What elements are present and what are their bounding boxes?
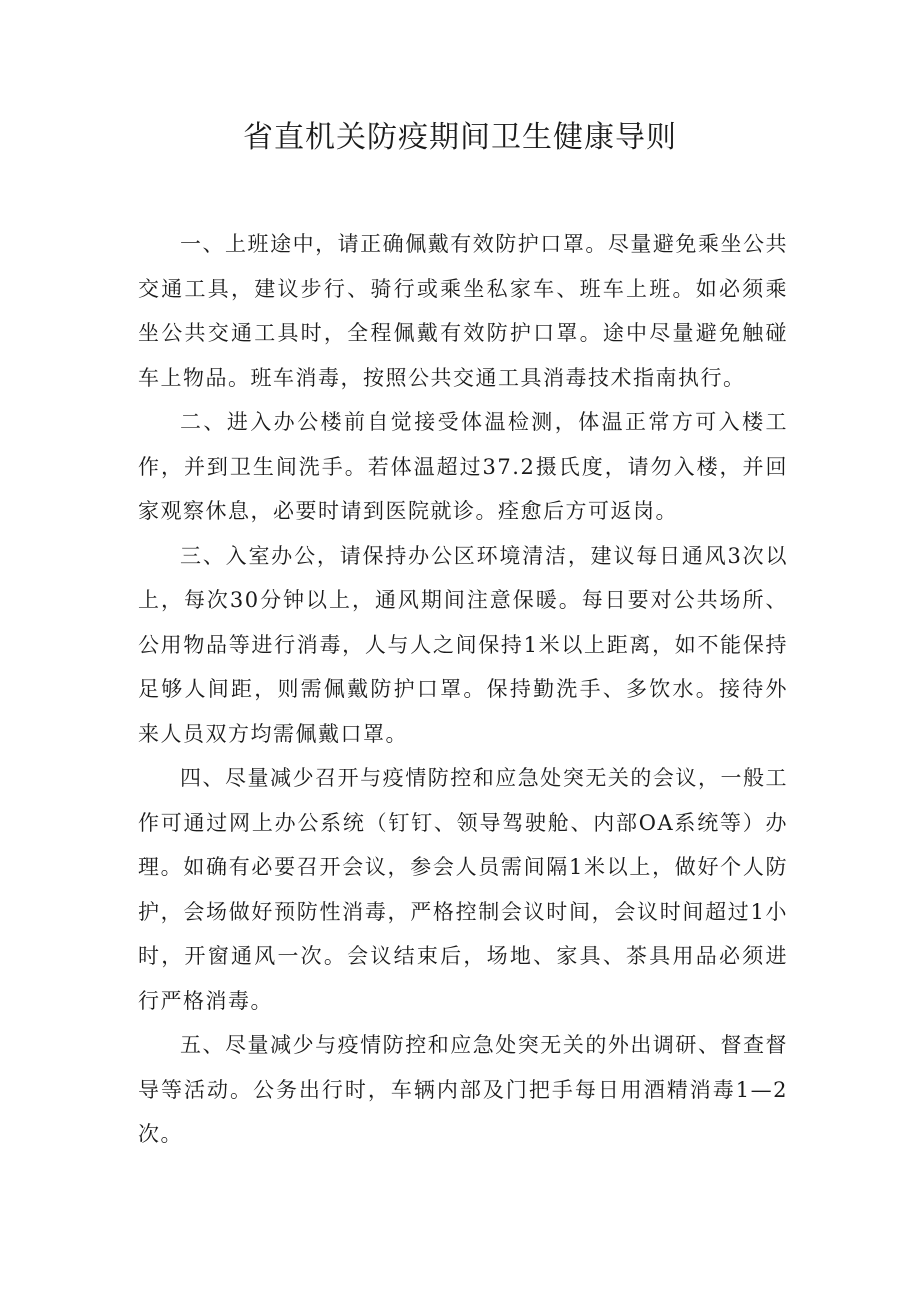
document-body xyxy=(138,222,788,1157)
paragraph-office-hygiene: 三、入室办公，请保持办公区环境清洁，建议每日通风3次以上，每次30分钟以上，通风期间注意保暖。每日要对公共场所、公用物品等进行消毒，人与人之间保持1米以上距离，如不能保持足够人间距，则需佩戴防护口罩。保持勤洗手、多饮水。接待外来人员双方均需佩戴口罩。 xyxy=(138,543,788,746)
paragraph-meetings: 四、尽量减少召开与疫情防控和应急处突无关的会议，一般工作可通过网上办公系统（钉钉、领导驾驶舱、内部OA系统等）办理。如确有必要召开会议，参会人员需间隔1米以上，做好个人防护，会场做好预防性消毒，严格控制会议时间，会议时间超过1小时，开窗通风一次。会议结束后，场地、家具、茶具用品必须进行严格消毒。 xyxy=(138,766,788,1013)
paragraph-commute: 一、上班途中，请正确佩戴有效防护口罩。尽量避免乘坐公共交通工具，建议步行、骑行或乘坐私家车、班车上班。如必须乘坐公共交通工具时，全程佩戴有效防护口罩。途中尽量避免触碰车上物品。班车消毒，按照公共交通工具消毒技术指南执行。 xyxy=(138,232,788,390)
paragraph-business-travel: 五、尽量减少与疫情防控和应急处突无关的外出调研、督查督导等活动。公务出行时，车辆内部及门把手每日用酒精消毒1—2次。 xyxy=(138,1033,788,1146)
document-title: 省直机关防疫期间卫生健康导则 xyxy=(243,120,677,155)
paragraph-temperature-check: 二、进入办公楼前自觉接受体温检测，体温正常方可入楼工作，并到卫生间洗手。若体温超过37.2摄氏度，请勿入楼，并回家观察休息，必要时请到医院就诊。痊愈后方可返岗。 xyxy=(138,410,788,523)
